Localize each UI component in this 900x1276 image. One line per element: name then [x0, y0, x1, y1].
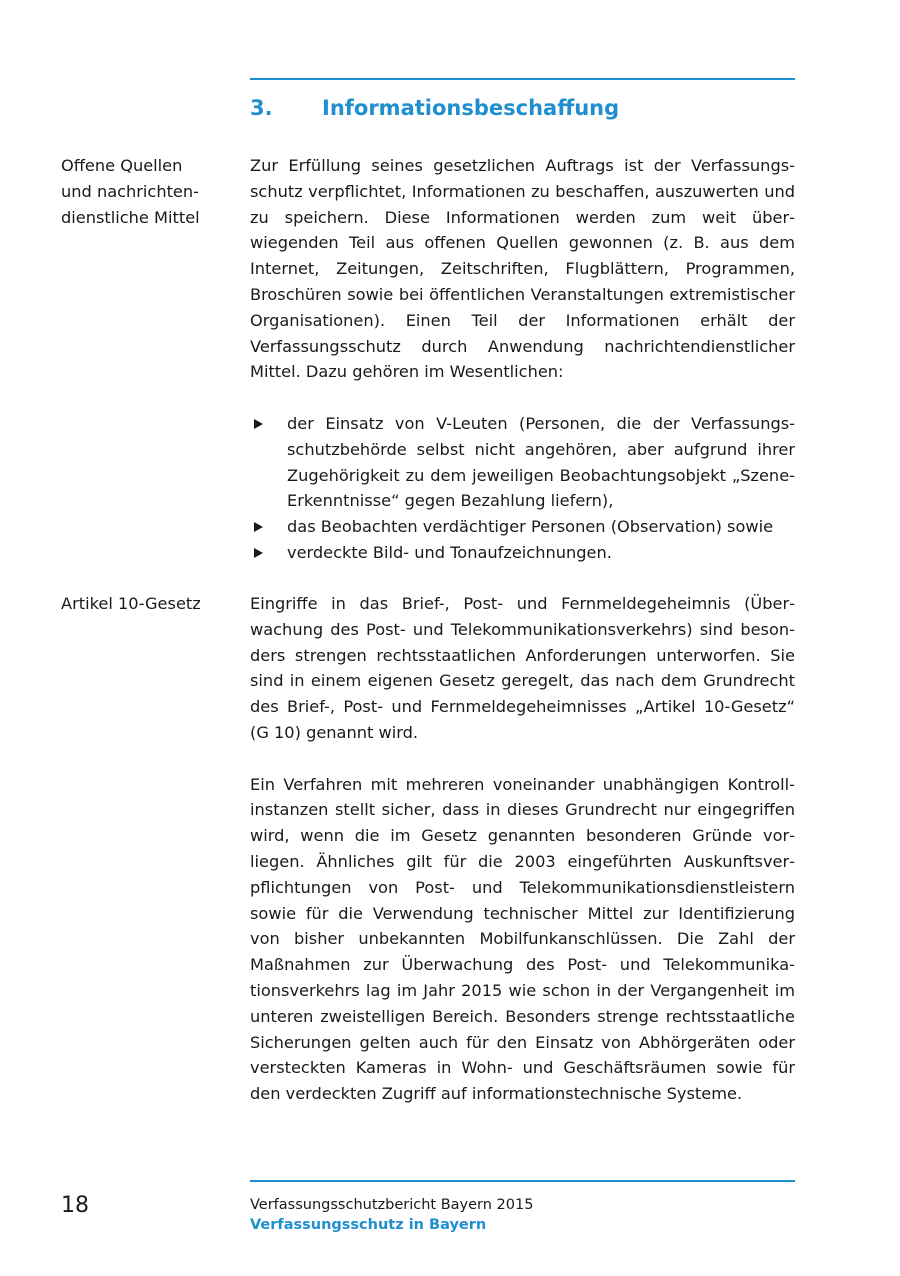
bullet-triangle-icon — [254, 548, 263, 558]
list-item-text: der Einsatz von V-Leuten (Personen, die der Verfassungsschutzbehörde selbst nicht angehören, aber aufgrund ihrer Zugehörigkeit zu dem jeweiligen Beobachtungsobjekt „Szene-Erkenntnisse“ gegen Bezahlung liefern), — [287, 413, 795, 511]
paragraph-intro: Zur Erfüllung seines gesetzlichen Auftrags ist der Verfassungsschutz verpflichtet, Informationen zu beschaffen, auszuwerten und zu speichern. Diese Informationen werden zum weit überwiegenden Teil aus offenen Quellen gewonnen (z. B. aus dem Internet, Zeitungen, Zeitschriften, Flugblättern, Programmen, Broschüren sowie bei öffentlichen Veranstaltungen extremistischer Organisationen). Einen Teil der Informationen erhält der Verfassungsschutz durch Anwendung nachrichtendienstlicher Mittel. Dazu gehören im Wesentlichen: — [250, 156, 795, 382]
bullet-triangle-icon — [254, 522, 263, 532]
paragraph-g10: Eingriffe in das Brief-, Post- und Fernmeldegeheimnis (Überwachung des Post- und Telekommunikationsverkehrs) sind besonders strengen rechtsstaatlichen Anforderungen unterworfen. Sie sind in einem eigenen Gesetz geregelt, das nach dem Grundrecht des Brief-, Post- und Fernmeldegeheimnisses „Artikel 10-Gesetz“ (G 10) genannt wird. — [250, 594, 795, 742]
list-item — [250, 540, 795, 566]
paragraph-control: Ein Verfahren mit mehreren voneinander unabhängigen Kontrollinstanzen stellt sicher, dass in dieses Grundrecht nur eingegriffen wird, wenn die im Gesetz genannten besonderen Gründe vorliegen. Ähnliches gilt für die 2003 eingeführten Auskunftsverpflichtungen von Post- und Telekommunikationsdienstleistern sowie für die Verwendung technischer Mittel zur Identifizierung von bisher unbekannten Mobilfunkanschlüssen. Die Zahl der Maßnahmen zur Überwachung des Post- und Telekommunikationsverkehrs lag im Jahr 2015 wie schon in der Vergangenheit im unteren zweistelligen Bereich. Besonders strenge rechtsstaatliche Sicherungen gelten auch für den Einsatz von Abhörgeräten oder versteckten Kameras in Wohn- und Geschäftsräumen sowie für den verdeckten Zugriff auf informationstechnische Systeme. — [250, 774, 795, 1104]
margin-note-g10: Artikel 10-Gesetz — [61, 594, 201, 613]
intro-block — [250, 153, 795, 566]
bullet-triangle-icon — [254, 419, 263, 429]
section-number: 3. — [250, 96, 273, 120]
list-item — [250, 411, 795, 514]
list-item-text: das Beobachten verdächtiger Personen (Observation) sowie — [287, 517, 774, 537]
g10-block — [250, 591, 795, 1107]
footer-publication: Verfassungsschutzbericht Bayern 2015 — [250, 1197, 534, 1213]
margin-note-sources — [61, 153, 231, 230]
list-item-text: verdeckte Bild- und Tonaufzeichnungen. — [287, 542, 612, 562]
section-title: Informationsbeschaffung — [322, 96, 620, 120]
margin-note-line: und nachrichten- — [61, 181, 199, 201]
footer-rule — [250, 1180, 795, 1182]
section-heading — [250, 96, 619, 120]
top-rule — [250, 78, 795, 80]
margin-note-line: dienstliche Mittel — [61, 207, 200, 227]
footer-chapter: Verfassungsschutz in Bayern — [250, 1217, 487, 1233]
list-item — [250, 514, 795, 540]
means-list — [250, 411, 795, 566]
page-number: 18 — [61, 1193, 89, 1218]
margin-note-line: Offene Quellen — [61, 156, 183, 175]
